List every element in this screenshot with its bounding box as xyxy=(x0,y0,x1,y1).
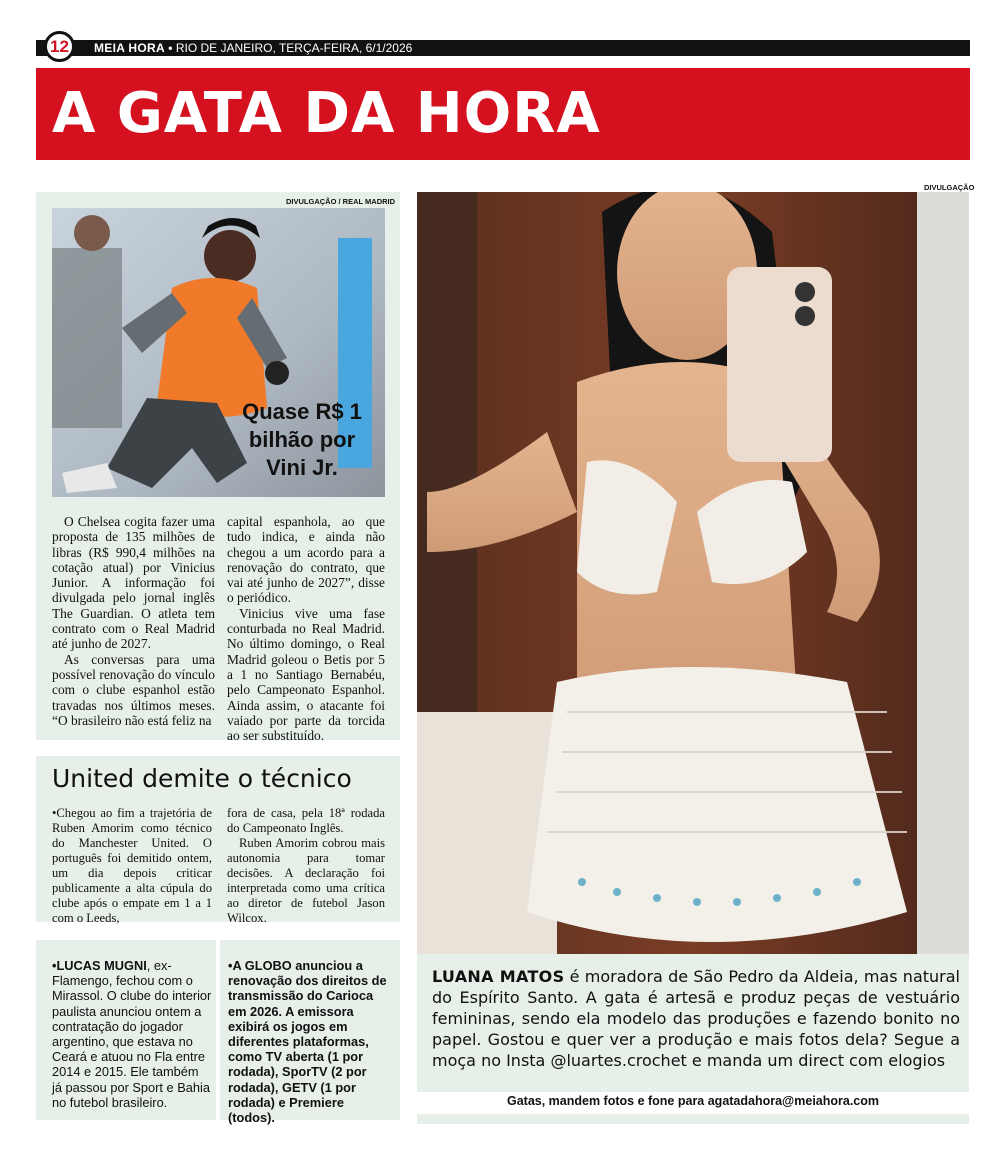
main-caption xyxy=(432,966,960,1071)
main-photo-image xyxy=(417,192,969,954)
united-paragraph-3: Ruben Amorim cobrou mais autonomia para tomar decisões. A declaração foi interpretada como uma crítica ao diretor de futebol Jason Wilcox. xyxy=(227,836,385,925)
photo-credit: DIVULGAÇÃO / REAL MADRID xyxy=(286,197,396,206)
globo-note-lead: •A GLOBO xyxy=(228,958,292,973)
publication-name: MEIA HORA xyxy=(94,41,165,55)
globo-note xyxy=(228,958,392,1125)
submission-note: Gatas, mandem fotos e fone para agatadahora@meiahora.com xyxy=(506,1094,879,1108)
vini-paragraph-4: Vinicius vive uma fase conturbada no Real Madrid. No último domingo, o Real Madrid goleou o Betis por 5 a 1 no Santiago Bernabéu, pelo Campeonato Espanhol. Ainda assim, o atacante foi vaiado por parte da torcida ao ser substituído. xyxy=(227,605,385,744)
united-column-2 xyxy=(227,806,385,926)
vini-headline: Quase R$ 1 bilhão por Vini Jr. xyxy=(242,399,362,480)
mugni-note-text: , ex-Flamengo, fechou com o Mirassol. O clube do interior paulista anunciou ontem a contratação do jogador argentino, que estava no Ceará e atuou no Fla entre 2014 e 2015. Ele também já passou por Sport e Bahia no futebol brasileiro. xyxy=(52,958,212,1110)
model-description: é moradora de São Pedro da Aldeia, mas natural do Espírito Santo. A gata é artesã e produz peças de vestuário femininas, sendo ela modelo das produções e fazendo bonito no papel. Gostou e quer ver a produção e mais fotos dela? Segue a moça no Insta @luartes.crochet e manda um direct com elogios xyxy=(432,967,960,1070)
main-photo-credit: DIVULGAÇÃO xyxy=(924,183,975,192)
vini-paragraph-1: O Chelsea cogita fazer uma proposta de 135 milhões de libras (R$ 990,4 milhões na cotação atual) por Vinicius Junior. A informação foi divulgada pelo jornal inglês The Guardian. O atleta tem contrato com o Real Madrid até junho de 2027. xyxy=(52,514,215,652)
vini-column-1 xyxy=(52,514,215,728)
united-paragraph-2: fora de casa, pela 18ª rodada do Campeonato Inglês. xyxy=(227,806,385,835)
page-number: 12 xyxy=(44,31,75,62)
united-column-1 xyxy=(52,806,212,926)
vini-column-2 xyxy=(227,514,385,743)
masthead-line: MEIA HORA • RIO DE JANEIRO, TERÇA-FEIRA, 6/1/2026 xyxy=(94,41,413,55)
date-line: RIO DE JANEIRO, TERÇA-FEIRA, 6/1/2026 xyxy=(175,41,413,55)
mugni-note xyxy=(52,958,212,1110)
united-headline: United demite o técnico xyxy=(52,764,352,793)
vini-paragraph-3: capital espanhola, ao que tudo indica, e ainda não chegou a um acordo para a renovação do contrato, que vai até junho de 2027”, disse o periódico. xyxy=(227,514,385,606)
main-photo xyxy=(417,192,969,954)
model-name: LUANA MATOS xyxy=(432,967,565,986)
vini-paragraph-2: As conversas para uma possível renovação do vínculo com o clube espanhol estão travadas nos últimos meses. “O brasileiro não está feliz na xyxy=(52,651,215,728)
section-title: A GATA DA HORA xyxy=(52,81,601,146)
united-paragraph-1: •Chegou ao fim a trajetória de Ruben Amorim como técnico do Manchester United. O português foi demitido ontem, um dia depois criticar publicamente a alta cúpula do clube após o empate em 1 a 1 com o Leeds, xyxy=(52,806,212,925)
mugni-note-lead: •LUCAS MUGNI xyxy=(52,958,147,973)
globo-note-text: anunciou a renovação dos direitos de transmissão do Carioca em 2026. A emissora exibirá os jogos em diferentes plataformas, como TV aberta (1 por rodada), SporTV (2 por rodada), GETV (1 por rodada) e Premiere (todos). xyxy=(228,958,387,1126)
